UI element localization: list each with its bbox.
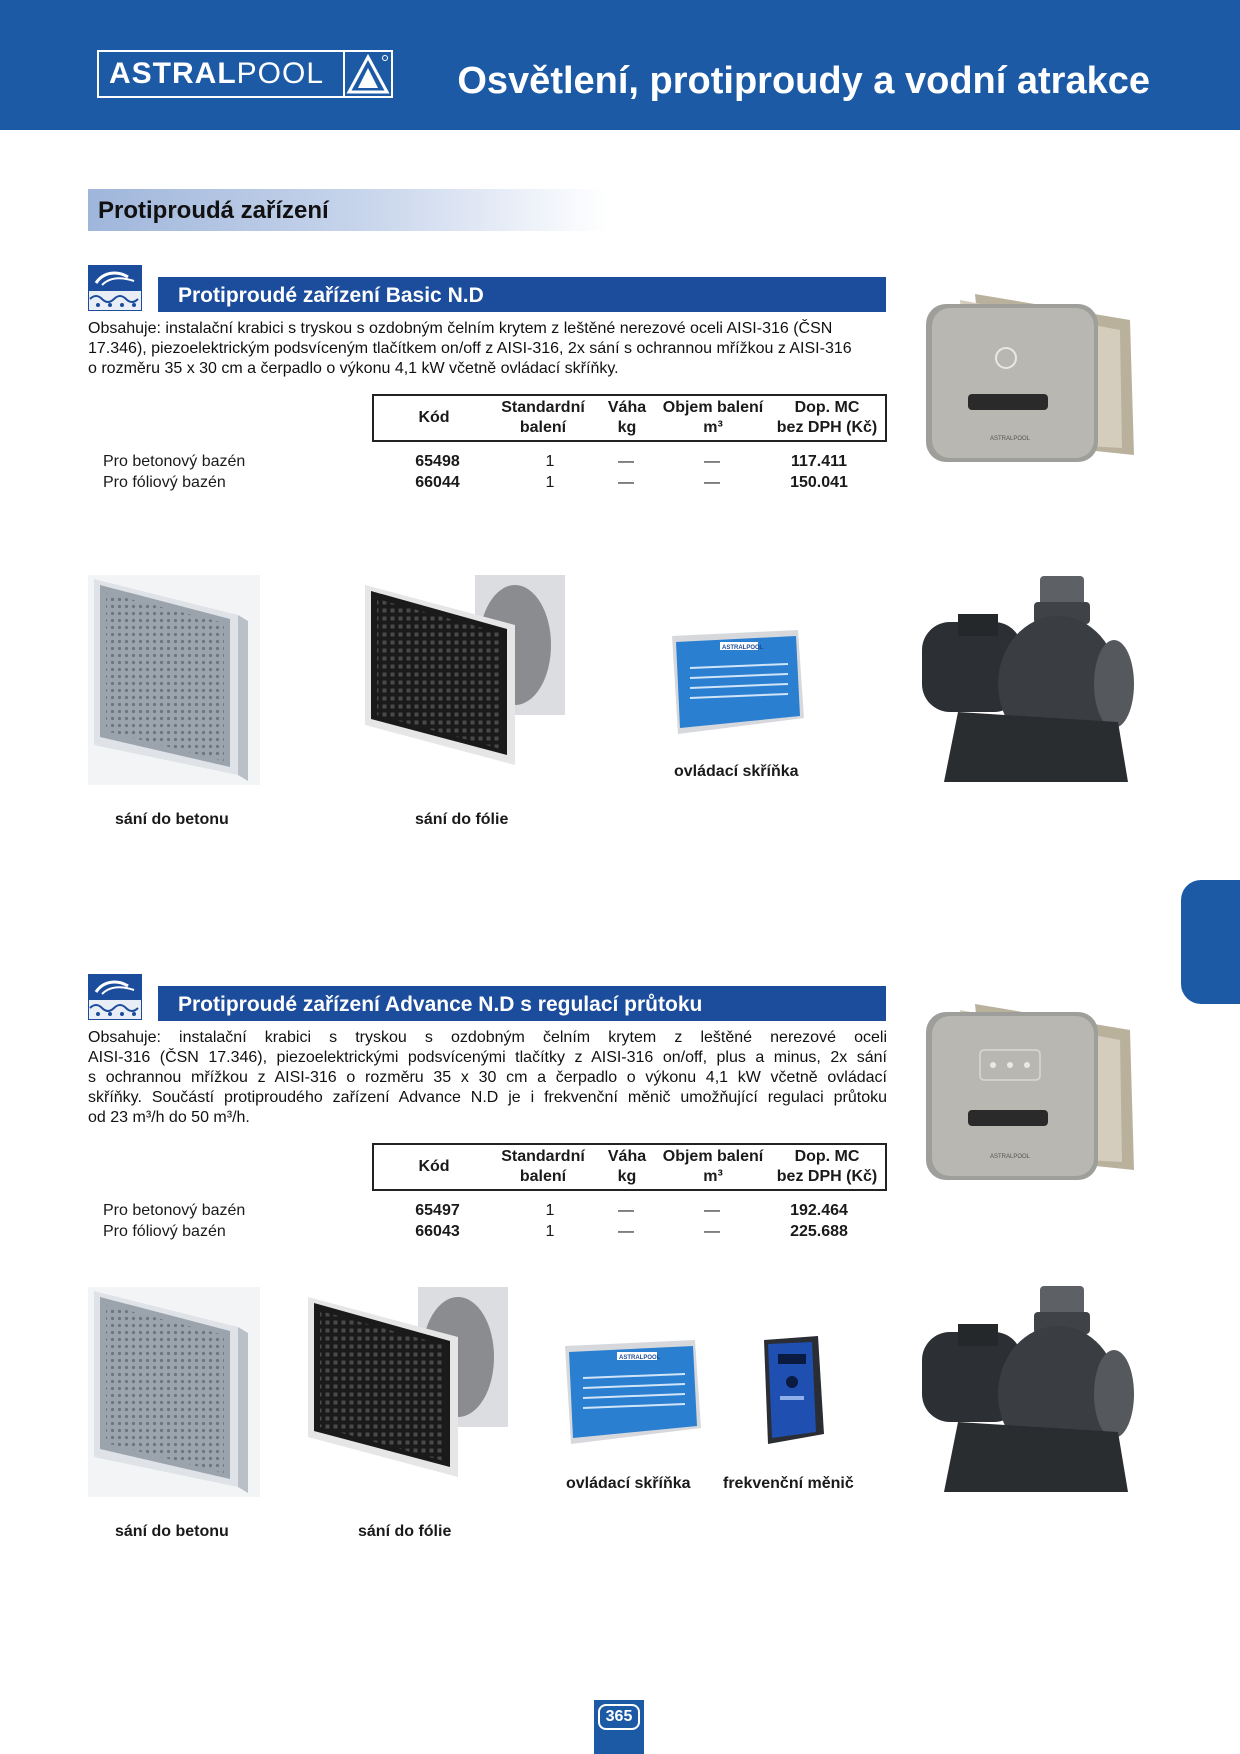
row-objem: — bbox=[704, 1223, 720, 1240]
row-price: 192.464 bbox=[790, 1202, 848, 1219]
table-header bbox=[372, 1143, 887, 1191]
col-header-price: Dop. MC bez DPH (Kč) bbox=[776, 399, 878, 436]
description-line: od 23 m³/h do 50 m³/h. bbox=[88, 1109, 250, 1126]
description-line: s ochrannou mřížkou z AISI-316 o rozměru 35 x 30 cm a čerpadlo o výkonu 4,1 kW včetně ovládací bbox=[88, 1069, 887, 1086]
row-std: 1 bbox=[545, 453, 555, 470]
logo-bold-text: ASTRAL bbox=[109, 57, 237, 90]
chapter-side-tab bbox=[1181, 880, 1240, 1004]
product-title: Protiproudé zařízení Advance N.D s regulací průtoku bbox=[178, 993, 703, 1016]
row-std: 1 bbox=[545, 1202, 555, 1219]
counter-current-icon bbox=[88, 265, 142, 311]
control-box-label: ASTRALPOOL bbox=[722, 645, 764, 651]
product-description bbox=[88, 319, 887, 379]
logo-light-text: POOL bbox=[236, 57, 325, 90]
row-label: Pro betonový bazén bbox=[103, 453, 246, 470]
caption-control-box: ovládací skříňka bbox=[566, 1475, 691, 1492]
row-label: Pro betonový bazén bbox=[103, 1202, 246, 1219]
product-title-bar bbox=[158, 986, 886, 1021]
jet-unit-brand-label: ASTRALPOOL bbox=[990, 1154, 1031, 1160]
control-box-label: ASTRALPOOL bbox=[619, 1355, 661, 1361]
description-line: o rozměru 35 x 30 cm a čerpadlo o výkonu 4,1 kW včetně ovládací skříňky. bbox=[88, 360, 619, 377]
frequency-converter-image bbox=[758, 1334, 828, 1451]
row-objem: — bbox=[704, 474, 720, 491]
product-title: Protiproudé zařízení Basic N.D bbox=[178, 284, 484, 307]
col-header-objem: Objem balení m³ bbox=[662, 399, 764, 436]
description-line: Obsahuje: instalační krabici s tryskou s ozdobným čelním krytem z leštěné nerezové oceli bbox=[88, 1029, 887, 1046]
product-description bbox=[88, 1028, 887, 1128]
pump-image bbox=[918, 572, 1144, 797]
row-code: 66043 bbox=[415, 1223, 460, 1240]
description-line: skříňky. Součástí protiproudého zařízení Advance N.D je i frekvenční měnič umožňující regulaci průtoku bbox=[88, 1089, 887, 1106]
row-objem: — bbox=[704, 453, 720, 470]
row-label: Pro fóliový bazén bbox=[103, 1223, 226, 1240]
pump-image bbox=[918, 1282, 1144, 1507]
row-vaha: — bbox=[618, 453, 634, 470]
caption-control-box: ovládací skříňka bbox=[674, 763, 799, 780]
row-code: 65498 bbox=[415, 453, 460, 470]
page-title: Osvětlení, protiproudy a vodní atrakce bbox=[457, 60, 1150, 102]
description-line: AISI-316 (ČSN 17.346), piezoelektrickými podsvícenými tlačítky z AISI-316 on/off, plus a minus, 2x sání bbox=[88, 1049, 887, 1066]
page-number: 365 bbox=[598, 1704, 640, 1730]
caption-frequency-converter: frekvenční měnič bbox=[723, 1475, 854, 1492]
row-code: 66044 bbox=[415, 474, 460, 491]
row-vaha: — bbox=[618, 1223, 634, 1240]
col-header-kod: Kód bbox=[418, 1158, 450, 1175]
caption-suction-liner: sání do fólie bbox=[415, 811, 509, 828]
product-title-bar bbox=[158, 277, 886, 312]
control-box-image bbox=[563, 1338, 703, 1453]
suction-grille-liner-image bbox=[365, 575, 565, 775]
col-header-objem: Objem balení m³ bbox=[662, 1148, 764, 1185]
suction-grille-concrete-image bbox=[88, 1287, 260, 1502]
caption-suction-concrete: sání do betonu bbox=[115, 811, 229, 828]
control-box-image bbox=[670, 628, 805, 743]
row-price: 225.688 bbox=[790, 1223, 848, 1240]
section-title: Protiproudá zařízení bbox=[98, 197, 329, 224]
header-band bbox=[0, 0, 1240, 130]
jet-unit-brand-label: ASTRALPOOL bbox=[990, 436, 1031, 442]
astralpool-logo bbox=[97, 50, 393, 98]
col-header-standard: Standardní balení bbox=[501, 399, 585, 436]
suction-grille-concrete-image bbox=[88, 575, 260, 790]
col-header-vaha: Váha kg bbox=[607, 399, 647, 436]
row-price: 117.411 bbox=[790, 453, 848, 470]
logo-triangle-icon bbox=[343, 52, 391, 96]
jet-unit-image bbox=[920, 1000, 1142, 1195]
caption-suction-concrete: sání do betonu bbox=[115, 1523, 229, 1540]
suction-grille-liner-image bbox=[308, 1287, 508, 1487]
col-header-vaha: Váha kg bbox=[607, 1148, 647, 1185]
description-line: 17.346), piezoelektrickým podsvíceným tlačítkem on/off z AISI-316, 2x sání s ochrannou mřížkou z AISI-316 bbox=[88, 340, 852, 357]
col-header-standard: Standardní balení bbox=[501, 1148, 585, 1185]
section-title-bar bbox=[88, 189, 608, 231]
row-code: 65497 bbox=[415, 1202, 460, 1219]
description-line: Obsahuje: instalační krabici s tryskou s ozdobným čelním krytem z leštěné nerezové oceli AISI-316 (ČSN bbox=[88, 320, 833, 337]
row-vaha: — bbox=[618, 474, 634, 491]
counter-current-icon bbox=[88, 974, 142, 1020]
row-label: Pro fóliový bazén bbox=[103, 474, 226, 491]
col-header-price: Dop. MC bez DPH (Kč) bbox=[776, 1148, 878, 1185]
table-header bbox=[372, 394, 887, 442]
col-header-kod: Kód bbox=[418, 409, 450, 426]
row-std: 1 bbox=[545, 1223, 555, 1240]
row-vaha: — bbox=[618, 1202, 634, 1219]
jet-unit-image bbox=[920, 290, 1142, 480]
row-price: 150.041 bbox=[790, 474, 848, 491]
caption-suction-liner: sání do fólie bbox=[358, 1523, 452, 1540]
row-objem: — bbox=[704, 1202, 720, 1219]
row-std: 1 bbox=[545, 474, 555, 491]
